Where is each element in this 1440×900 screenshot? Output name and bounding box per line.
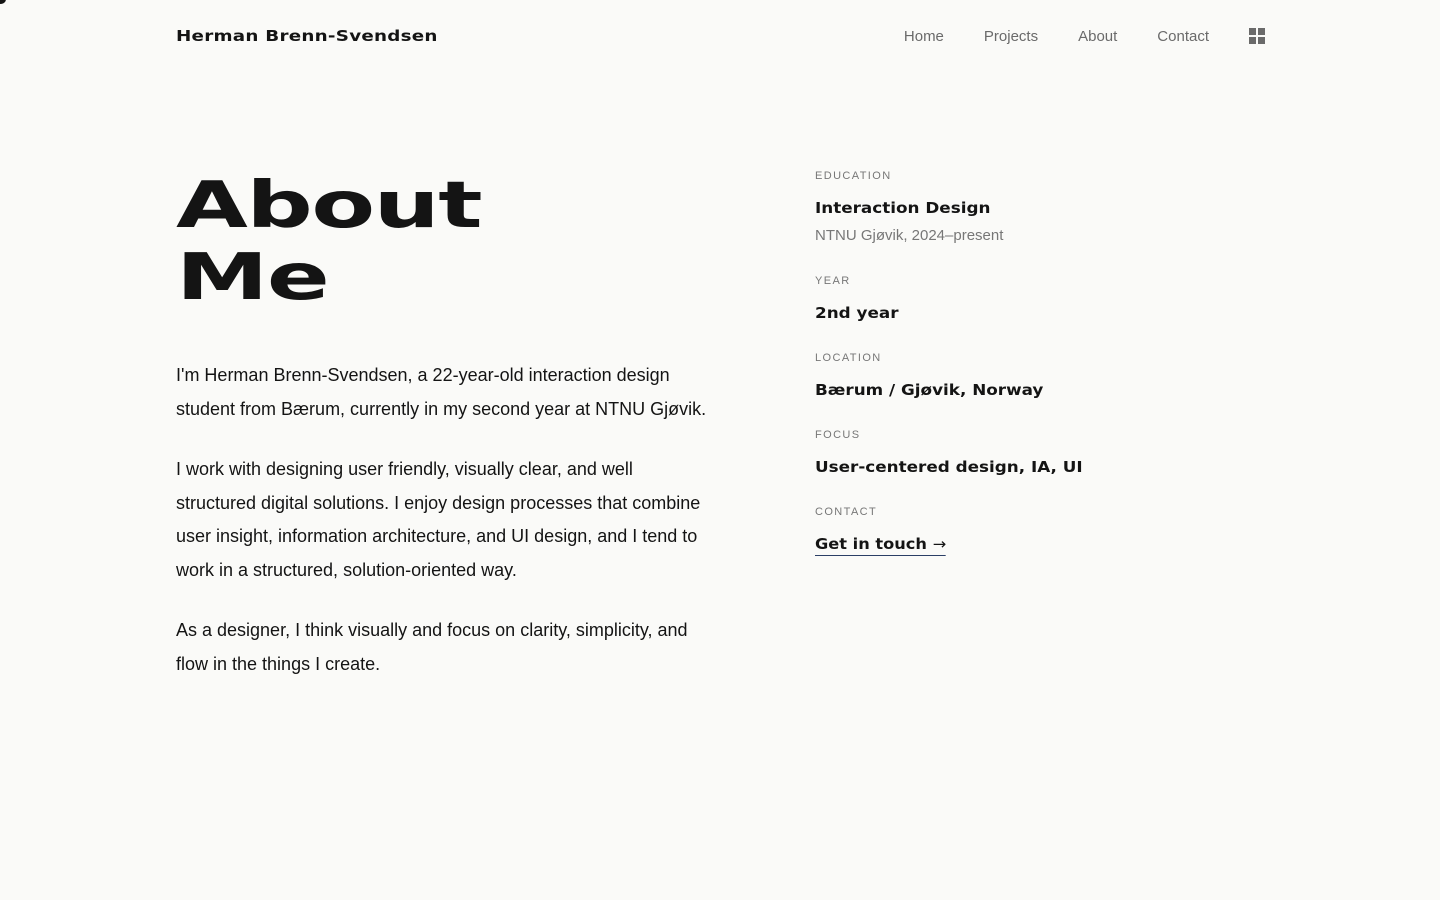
fact-value: Bærum / Gjøvik, Norway (815, 381, 1044, 399)
brand-logo[interactable]: Herman Brenn-Svendsen (176, 27, 438, 45)
bio-paragraph-3: As a designer, I think visually and focus on clarity, simplicity, and flow in the things I create. (176, 620, 688, 674)
fact-subtext: NTNU Gjøvik, 2024–present (815, 227, 1004, 244)
get-in-touch-link[interactable] (815, 534, 946, 556)
fact-value: User-centered design, IA, UI (815, 458, 1083, 476)
facts-panel (815, 169, 1265, 584)
fact-focus (815, 428, 1265, 477)
fact-label: YEAR (815, 275, 851, 287)
fact-label: EDUCATION (815, 170, 892, 182)
nav-home[interactable]: Home (903, 27, 944, 45)
corner-dot (0, 0, 6, 4)
bio-section (176, 359, 716, 708)
page-title-line-1: About (176, 169, 482, 243)
fact-contact (815, 505, 1265, 556)
page-title (176, 170, 481, 314)
grid-icon[interactable] (1249, 28, 1265, 44)
fact-year (815, 274, 1265, 323)
bio-paragraph-2: I work with designing user friendly, visually clear, and well structured digital solutions. I enjoy design processes that combine user insight, information architecture, and UI design, and I tend to work in a structured, solution-oriented way. (176, 459, 701, 580)
fact-label: LOCATION (815, 352, 882, 364)
main-nav (904, 28, 1265, 45)
page-title-line-2: Me (176, 241, 329, 315)
fact-value: 2nd year (815, 304, 899, 322)
site-header (176, 22, 1265, 50)
arrow-right-icon: → (932, 535, 947, 553)
fact-education (815, 169, 1265, 246)
fact-label: FOCUS (815, 429, 861, 441)
get-in-touch-label: Get in touch (815, 535, 927, 553)
bio-paragraph-1: I'm Herman Brenn-Svendsen, a 22-year-old interaction design student from Bærum, currently in my second year at NTNU Gjøvik. (176, 365, 707, 419)
fact-value: Interaction Design (815, 199, 991, 217)
nav-projects[interactable]: Projects (983, 27, 1039, 45)
nav-contact[interactable]: Contact (1157, 27, 1209, 45)
nav-about[interactable]: About (1078, 27, 1118, 45)
fact-label: CONTACT (815, 506, 878, 518)
fact-location (815, 351, 1265, 400)
